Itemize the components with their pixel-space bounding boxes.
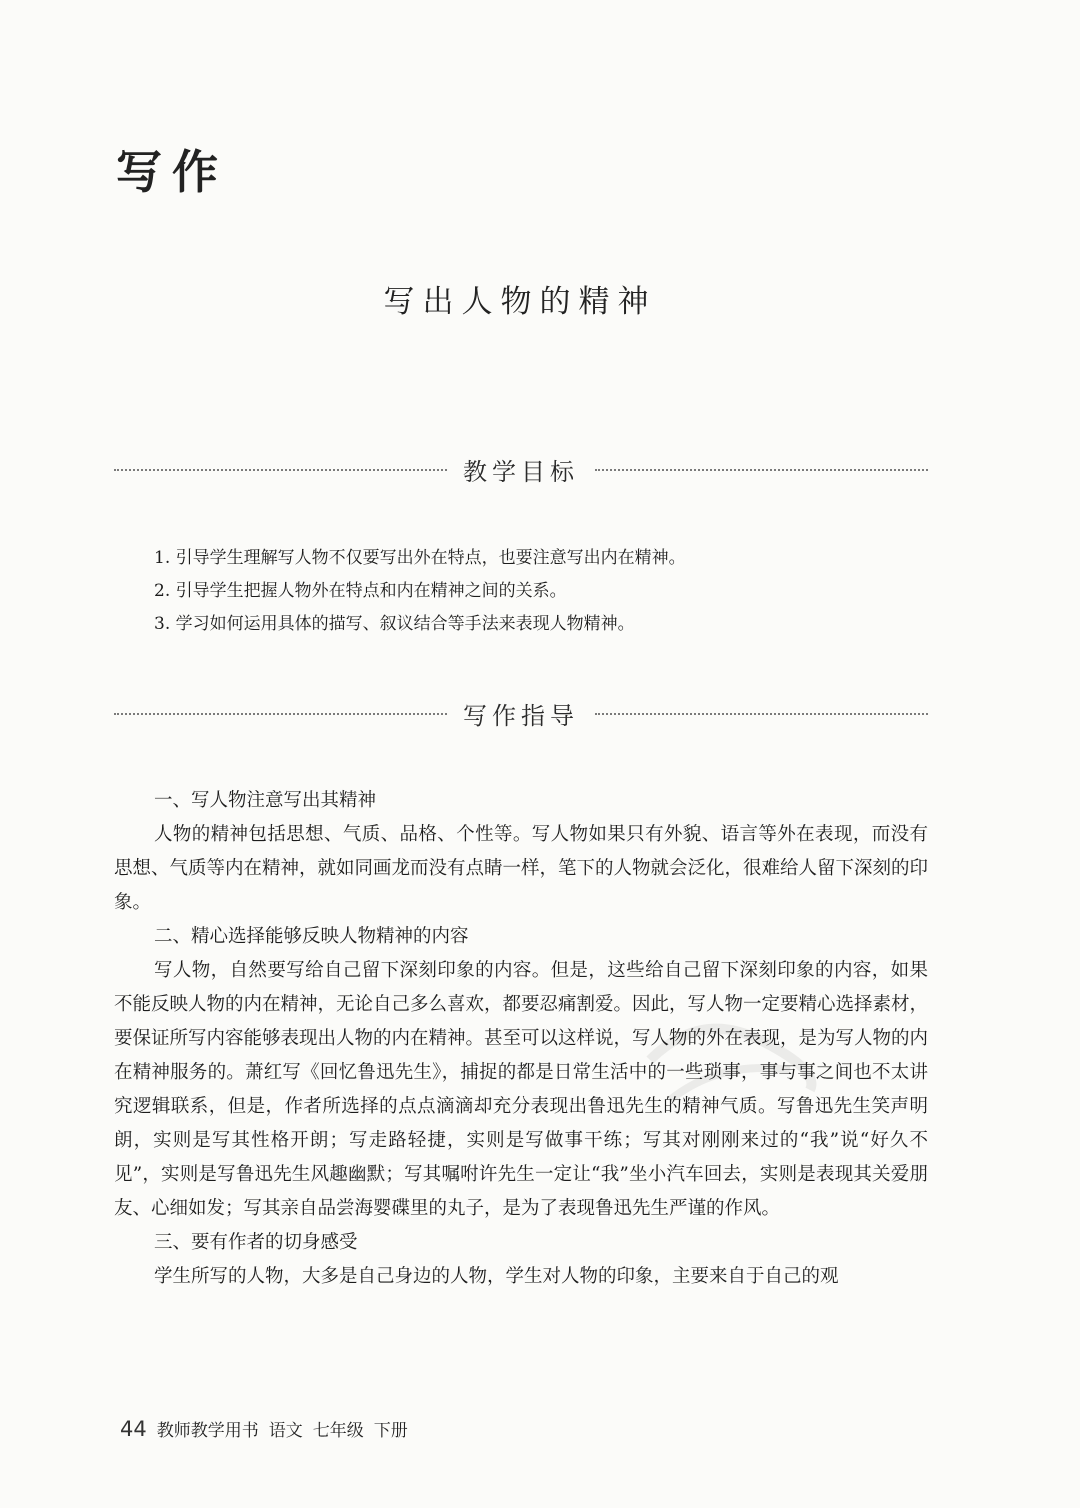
dotted-divider-left (114, 469, 447, 471)
unit-title: 写作 (116, 145, 228, 199)
guide-section-header (114, 696, 928, 731)
goal-item: 1. 引导学生理解写人物不仅要写出外在特点，也要注意写出内在精神。 (154, 548, 686, 568)
subject: 语文 (268, 1421, 303, 1441)
guide-heading-1: 一、写人物注意写出其精神 (154, 790, 377, 811)
grade: 七年级 (312, 1421, 364, 1441)
goal-item: 2. 引导学生把握人物外在特点和内在精神之间的关系。 (154, 581, 567, 601)
guide-section-label: 写作指导 (463, 702, 579, 730)
dotted-divider-right (595, 713, 928, 715)
guide-paragraph-2: 写人物，自然要写给自己留下深刻印象的内容。但是，这些给自己留下深刻印象的内容，如果不能反映人物的内在精神，无论自己多么喜欢，都要忍痛割爱。因此，写人物一定要精心选择素材，要保证所写内容能够表现出人物的内在精神。甚至可以这样说，写人物的外在表现，是为写人物的内在精神服务的。萧红写《回忆鲁迅先生》，捕捉的都是日常生活中的一些琐事，事与事之间也不太讲究逻辑联系，但是，作者所选择的点点滴滴却充分表现出鲁迅先生的精神气质。写鲁迅先生笑声明朗，实则是写其性格开朗；写走路轻捷，实则是写做事干练；写其对刚刚来过的“我”说“好久不见”，实则是写鲁迅先生风趣幽默；写其嘱咐许先生一定让“我”坐小汽车回去，实则是表现其关爱朋友、心细如发；写其亲自品尝海婴碟里的丸子，是为了表现鲁迅先生严谨的作风。 (114, 960, 929, 1219)
goals-list (154, 542, 934, 641)
guide-paragraph-3: 学生所写的人物，大多是自己身边的人物，学生对人物的印象，主要来自于自己的观 (154, 1266, 839, 1287)
goals-section-header (114, 452, 928, 487)
goals-section-label: 教学目标 (463, 458, 579, 486)
guide-paragraph-1: 人物的精神包括思想、气质、品格、个性等。写人物如果只有外貌、语言等外在表现，而没有思想、气质等内在精神，就如同画龙而没有点睛一样，笔下的人物就会泛化，很难给人留下深刻的印象。 (114, 824, 929, 913)
guide-heading-3: 三、要有作者的切身感受 (154, 1232, 358, 1253)
faint-watermark (640, 1000, 820, 1120)
dotted-divider-left (114, 713, 447, 715)
guide-heading-2: 二、精心选择能够反映人物精神的内容 (154, 926, 469, 947)
book-title: 教师教学用书 (156, 1421, 259, 1441)
dotted-divider-right (595, 469, 928, 471)
page-number: 44 (120, 1417, 147, 1441)
volume: 下册 (373, 1421, 408, 1441)
goal-item: 3. 学习如何运用具体的描写、叙议结合等手法来表现人物精神。 (154, 614, 635, 634)
page-footer (120, 1416, 408, 1441)
lesson-title: 写出人物的精神 (383, 284, 657, 320)
